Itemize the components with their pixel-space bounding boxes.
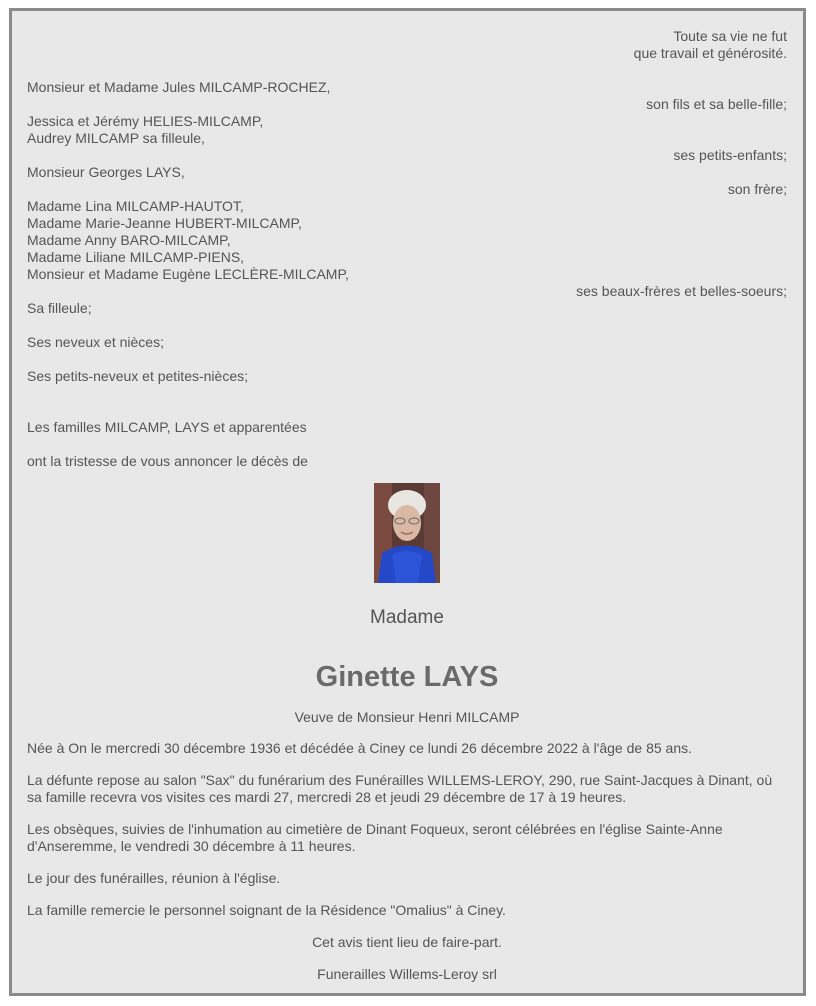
son-name: Monsieur et Madame Jules MILCAMP-ROCHEZ,: [27, 79, 331, 95]
thanks-paragraph: La famille remercie le personnel soignant de la Résidence "Omalius" à Ciney.: [27, 902, 506, 918]
inlaw-name: Madame Liliane MILCAMP-PIENS,: [27, 249, 245, 265]
epigraph-line-1: Toute sa vie ne fut: [673, 28, 787, 44]
deceased-title: Madame: [370, 607, 444, 628]
grandchild-name: Audrey MILCAMP sa filleule,: [27, 130, 205, 146]
funeral-paragraph: Les obsèques, suivies de l'inhumation au cimetière de Dinant Foqueux, seront célébrées en l'église Sainte-Anne d'Anseremme, le vendredi 30 décembre à 11 heures.: [27, 821, 723, 854]
birth-paragraph: Née à On le mercredi 30 décembre 1936 et décédée à Ciney ce lundi 26 décembre 2022 à l'âge de 85 ans.: [27, 740, 692, 756]
deceased-photo: [374, 483, 440, 583]
viewing-paragraph: La défunte repose au salon "Sax" du funérarium des Funérailles WILLEMS-LEROY, 290, rue Saint-Jacques à Dinant, où sa famille recevra vos visites ces mardi 27, mercredi 28 et jeudi 29 décembre de 17 à 19 heures.: [27, 772, 773, 805]
nephews-line: Ses neveux et nièces;: [27, 334, 164, 350]
grandnephews-line: Ses petits-neveux et petites-nièces;: [27, 368, 249, 384]
inlaw-name: Madame Lina MILCAMP-HAUTOT,: [27, 198, 244, 214]
inlaws-role: ses beaux-frères et belles-soeurs;: [576, 283, 787, 299]
epigraph-line-2: que travail et générosité.: [633, 45, 787, 61]
notice-line: Cet avis tient lieu de faire-part.: [312, 934, 502, 950]
funeral-home-line: Funerailles Willems-Leroy srl: [317, 966, 497, 982]
son-role: son fils et sa belle-fille;: [646, 96, 787, 112]
obituary-content: [27, 28, 787, 983]
inlaw-name: Monsieur et Madame Eugène LECLÈRE-MILCAMP,: [27, 266, 349, 282]
inlaw-name: Madame Marie-Jeanne HUBERT-MILCAMP,: [27, 215, 302, 231]
grandchild-name: Jessica et Jérémy HELIES-MILCAMP,: [27, 113, 264, 129]
families-line: Les familles MILCAMP, LAYS et apparentées: [27, 419, 307, 435]
deceased-name: Ginette LAYS: [315, 661, 499, 693]
inlaw-name: Madame Anny BARO-MILCAMP,: [27, 232, 231, 248]
grandchildren-role: ses petits-enfants;: [673, 147, 787, 163]
meeting-paragraph: Le jour des funérailles, réunion à l'église.: [27, 870, 281, 886]
brother-name: Monsieur Georges LAYS,: [27, 164, 185, 180]
announce-line: ont la tristesse de vous annoncer le décès de: [27, 453, 308, 469]
goddaughter-line: Sa filleule;: [27, 300, 92, 316]
widow-line: Veuve de Monsieur Henri MILCAMP: [294, 709, 520, 725]
obituary-card: [9, 8, 806, 996]
brother-role: son frère;: [727, 181, 787, 197]
